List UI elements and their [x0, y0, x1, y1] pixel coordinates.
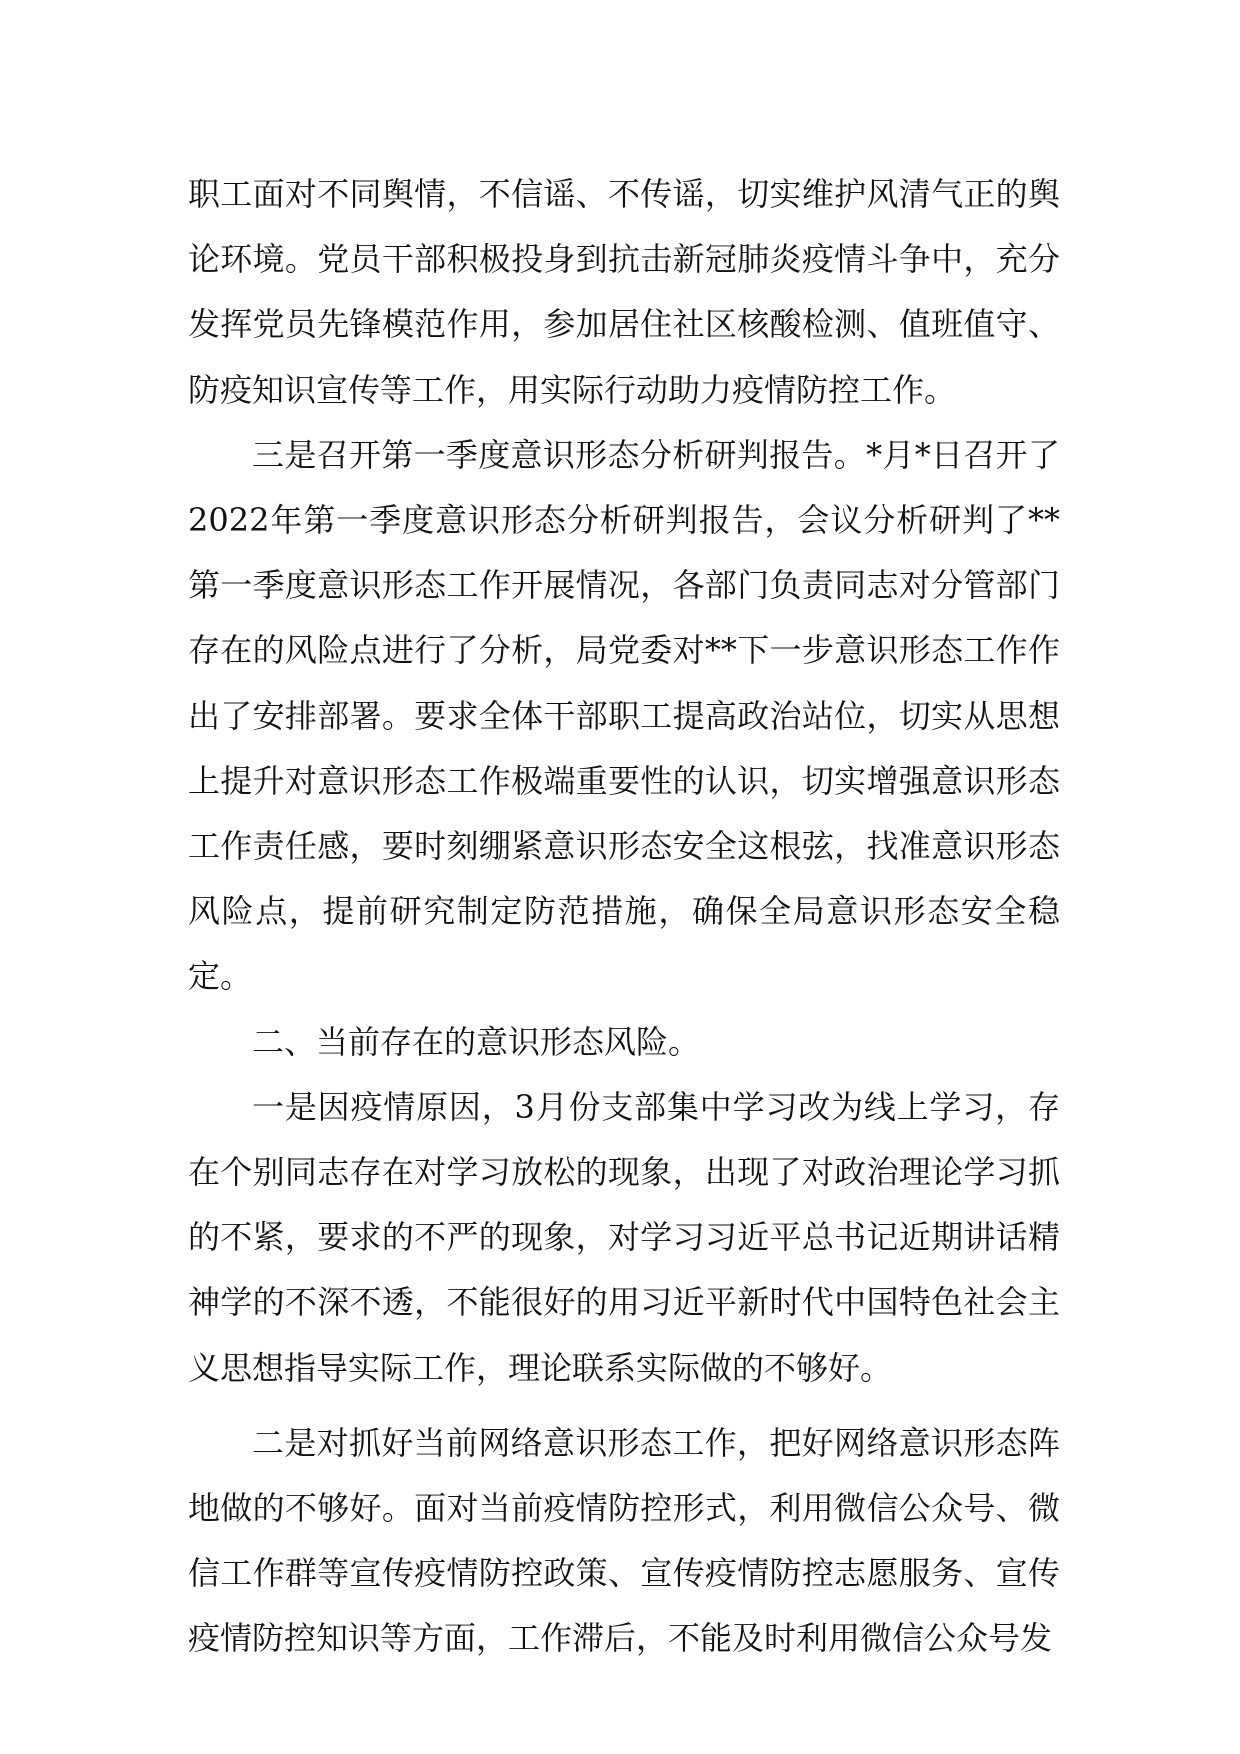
paragraph-second-risk: 二是对抓好当前网络意识形态工作，把好网络意识形态阵地做的不够好。面对当前疫情防控形式，利用微信公众号、微信工作群等宣传疫情防控政策、宣传疫情防控志愿服务、宣传疫情防控知识等方面，工作滞后，不能及时利用微信公众号发: [188, 1423, 1060, 1658]
paragraph-first-risk: 一是因疫情原因，3月份支部集中学习改为线上学习，存在个别同志存在对学习放松的现象，出现了对政治理论学习抓的不紧，要求的不严的现象，对学习习近平总书记近期讲话精神学的不深不透，不能很好的用习近平新时代中国特色社会主义思想指导实际工作，理论联系实际做的不够好。: [188, 1087, 1060, 1387]
document-body: [188, 162, 1060, 1672]
section-heading-risks: 二、当前存在的意识形态风险。: [252, 1022, 701, 1061]
paragraph-third-point: 三是召开第一季度意识形态分析研判报告。*月*日召开了2022年第一季度意识形态分析研判报告，会议分析研判了**第一季度意识形态工作开展情况，各部门负责同志对分管部门存在的风险点进行了分析，局党委对**下一步意识形态工作作出了安排部署。要求全体干部职工提高政治站位，切实从思想上提升对意识形态工作极端重要性的认识，切实增强意识形态工作责任感，要时刻绷紧意识形态安全这根弦，找准意识形态风险点，提前研究制定防范措施，确保全局意识形态安全稳定。: [188, 435, 1060, 996]
paragraph-continuation: 职工面对不同舆情，不信谣、不传谣，切实维护风清气正的舆论环境。党员干部积极投身到抗击新冠肺炎疫情斗争中，充分发挥党员先锋模范作用，参加居住社区核酸检测、值班值守、防疫知识宣传等工作，用实际行动助力疫情防控工作。: [188, 175, 1060, 409]
paragraph-spacer: [188, 1401, 1060, 1411]
